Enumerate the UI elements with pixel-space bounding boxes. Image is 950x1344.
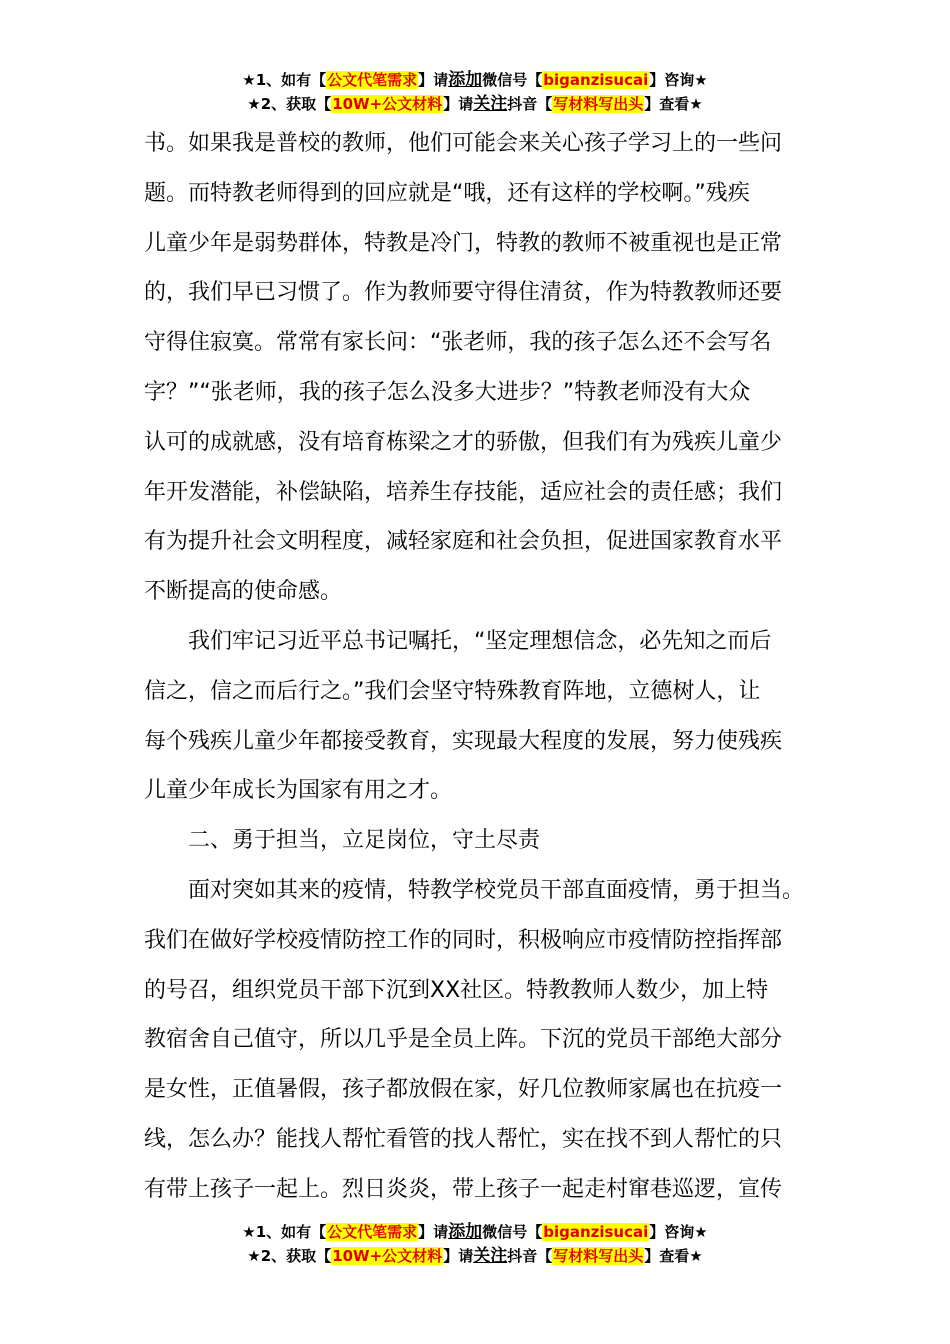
text-line: 题。而特教老师得到的回应就是“哦，还有这样的学校啊。”残疾	[144, 180, 750, 206]
banner-highlight: 写材料写出头	[553, 1247, 644, 1265]
text-line: 守得住寂寞。常常有家长问：“张老师，我的孩子怎么还不会写名	[144, 330, 772, 356]
banner-text: ★1、如有【	[242, 1223, 327, 1241]
text-line: 每个残疾儿童少年都接受教育，实现最大程度的发展，努力使残疾	[144, 728, 783, 754]
banner-text: 微信号【	[482, 71, 543, 89]
banner-highlight: 10W+公文材料	[332, 1247, 443, 1265]
text-line: 儿童少年是弱势群体，特教是冷门，特教的教师不被重视也是正常	[144, 230, 783, 256]
text-line: 的号召，组织党员干部下沉到XX社区。特教教师人数少，加上特	[144, 977, 769, 1003]
banner-text: 】查看★	[644, 1247, 703, 1265]
banner-text: 】请	[443, 1247, 474, 1265]
banner-highlight: 公文代笔需求	[327, 71, 418, 89]
text-line: 年开发潜能，补偿缺陷，培养生存技能，适应社会的责任感；我们	[144, 479, 783, 505]
footer-ad-banner	[0, 1220, 950, 1268]
text-line: 儿童少年成长为国家有用之才。	[144, 778, 453, 804]
banner-text: 】请	[418, 71, 449, 89]
text-line: 是女性，正值暑假，孩子都放假在家，好几位教师家属也在抗疫一	[144, 1077, 783, 1103]
banner-text: ★1、如有【	[242, 71, 327, 89]
text-line: 我们在做好学校疫情防控工作的同时，积极响应市疫情防控指挥部	[144, 927, 783, 953]
text-line: 不断提高的使命感。	[144, 579, 343, 605]
banner-row-1	[0, 1220, 950, 1244]
text-line: 我们牢记习近平总书记嘱托，“坚定理想信念，必先知之而后	[188, 628, 772, 654]
banner-row-2	[0, 1244, 950, 1268]
text-line: 字？”“张老师，我的孩子怎么没多大进步？”特教老师没有大众	[144, 379, 751, 405]
text-line: 书。如果我是普校的教师，他们可能会来关心孩子学习上的一些问	[144, 131, 783, 156]
banner-row-2	[0, 92, 950, 116]
section-heading-text: 二、勇于担当，立足岗位，守土尽责	[188, 828, 541, 854]
text-line: 线，怎么办？能找人帮忙看管的找人帮忙，实在找不到人帮忙的只	[144, 1126, 783, 1152]
banner-highlight: 10W+公文材料	[332, 95, 443, 113]
document-body	[144, 119, 810, 1215]
paragraph	[144, 866, 810, 1215]
banner-highlight: biganzisucai	[543, 1223, 649, 1241]
banner-emphasis: 添加	[448, 1222, 483, 1242]
banner-highlight: 公文代笔需求	[327, 1223, 418, 1241]
banner-text: 】咨询★	[649, 71, 708, 89]
text-line: 的，我们早已习惯了。作为教师要守得住清贫，作为特教教师还要	[144, 280, 783, 306]
header-ad-banner	[0, 68, 950, 116]
banner-row-1	[0, 68, 950, 92]
banner-text: 】查看★	[644, 95, 703, 113]
banner-text: 抖音【	[507, 1247, 553, 1265]
banner-emphasis: 关注	[473, 94, 508, 114]
banner-text: ★2、获取【	[247, 95, 332, 113]
paragraph	[144, 617, 810, 816]
text-line: 信之，信之而后行之。”我们会坚守特殊教育阵地，立德树人，让	[144, 678, 761, 704]
paragraph	[144, 119, 810, 617]
banner-emphasis: 添加	[448, 70, 483, 90]
banner-text: 】请	[418, 1223, 449, 1241]
banner-text: 】请	[443, 95, 474, 113]
banner-text: 微信号【	[482, 1223, 543, 1241]
section-heading	[144, 816, 810, 866]
text-line: 面对突如其来的疫情，特教学校党员干部直面疫情，勇于担当。	[188, 877, 805, 903]
banner-emphasis: 关注	[473, 1246, 508, 1266]
text-line: 教宿舍自己值守，所以几乎是全员上阵。下沉的党员干部绝大部分	[144, 1027, 783, 1053]
text-line: 有为提升社会文明程度，减轻家庭和社会负担，促进国家教育水平	[144, 529, 783, 555]
text-line: 有带上孩子一起上。烈日炎炎，带上孩子一起走村窜巷巡逻，宣传	[144, 1176, 783, 1202]
banner-text: ★2、获取【	[247, 1247, 332, 1265]
text-line: 认可的成就感，没有培育栋梁之才的骄傲，但我们有为残疾儿童少	[144, 429, 783, 455]
banner-highlight: biganzisucai	[543, 71, 649, 89]
banner-highlight: 写材料写出头	[553, 95, 644, 113]
banner-text: 抖音【	[507, 95, 553, 113]
banner-text: 】咨询★	[649, 1223, 708, 1241]
